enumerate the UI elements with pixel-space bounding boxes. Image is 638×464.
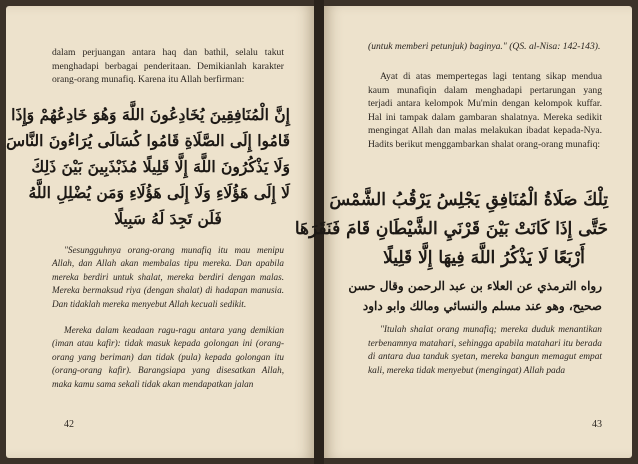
quran-line: قَامُوا إِلَى الصَّلَاةِ قَامُوا كُسَالَى يُرَاءُونَ النَّاسَ [6, 131, 290, 150]
left-translation-paragraph-1: "Sesungguhnya orang-orang munafiq itu mau menipu Allah, dan Allah akan membalas tipu mereka. Dan apabila mereka berdiri untuk shalat, mereka berdiri dengan malas. Mereka bermaksud riya (dengan shalat) di hadapan manusia. Dan tidaklah mereka menyebut Allah kecuali sedikit. [52, 245, 284, 309]
right-intro-paragraph: (untuk memberi petunjuk) baginya." (QS. al-Nisa: 142-143). [368, 41, 601, 52]
page-number-right: 43 [592, 419, 602, 430]
page-number-left: 42 [64, 419, 74, 430]
right-page [294, 6, 632, 458]
hadith-line: أَرْبَعًا لَا يَذْكُرُ اللَّهَ فِيهَا إِلَّا قَلِيلًا [383, 248, 585, 268]
hadith-source-line: صحيح، وهو عند مسلم والنسائي ومالك وابو داود [362, 299, 602, 313]
quran-line: وَلَا يَذْكُرُونَ اللَّهَ إِلَّا قَلِيلًا مُذَبْذَبِينَ بَيْنَ ذَلِكَ [31, 157, 290, 176]
left-translation-paragraph-2: Mereka dalam keadaan ragu-ragu antara yang demikian (iman atau kafir): tidak masuk kepada golongan ini (orang-orang yang beriman) dan tidak (pula) kepada golongan itu (orang-orang kafir). Barangsiapa yang disesatkan Allah, maka kamu sama sekali tidak akan mendapatkan jalan [52, 325, 284, 389]
left-quran-verse [6, 102, 290, 232]
hadith-source-line: رواه الترمذي عن العلاء بن عبد الرحمن وقال حسن [348, 279, 602, 293]
left-page [6, 6, 314, 458]
left-intro-paragraph: dalam perjuangan antara haq dan bathil, selalu takut menghadapi berbagai penderitaan. Demikianlah karakter orang-orang munafiq. Karena itu Allah berfirman: [52, 47, 284, 86]
hadith-source [348, 276, 602, 316]
hadith-line: حَتَّى إِذَا كَانَتْ بَيْنَ قَرْنَيِ الشَّيْطَانِ قَامَ فَنَقَرَهَا [294, 219, 608, 239]
right-translation-paragraph: "Itulah shalat orang munafiq; mereka duduk menantikan terbenamnya matahari, sehingga apabila matahari itu berada di antara dua tanduk syetan, mereka bangun memagut empat kali, mereka tidak menyebut (mengingat) Allah pada [368, 325, 602, 376]
hadith-line: تِلْكَ صَلَاةُ الْمُنَافِقِ يَجْلِسُ يَرْقُبُ الشَّمْسَ [329, 190, 608, 210]
hadith-arabic [294, 186, 608, 273]
quran-line: لَا إِلَى هَؤُلَاءِ وَلَا إِلَى هَؤُلَاءِ وَمَن يُضْلِلِ اللَّهُ [28, 183, 290, 202]
quran-line: فَلَن تَجِدَ لَهُ سَبِيلًا [114, 209, 222, 228]
quran-line: إِنَّ الْمُنَافِقِينَ يُخَادِعُونَ اللَّهَ وَهُوَ خَادِعُهُمْ وَإِذَا [11, 105, 290, 124]
right-body-paragraph: Ayat di atas mempertegas lagi tentang sikap mendua kaum munafiqin dalam menghadapi pertarungan yang terjadi antara kelompok Mu'min dengan kelompok kuffar. Hal ini tampak dalam gambaran shalatnya. Mereka sedikit mengingat Allah dan malas melakukan ibadat kepada-Nya. Hadits berikut menggambarkan shalat orang-orang munafiq: [368, 71, 602, 150]
